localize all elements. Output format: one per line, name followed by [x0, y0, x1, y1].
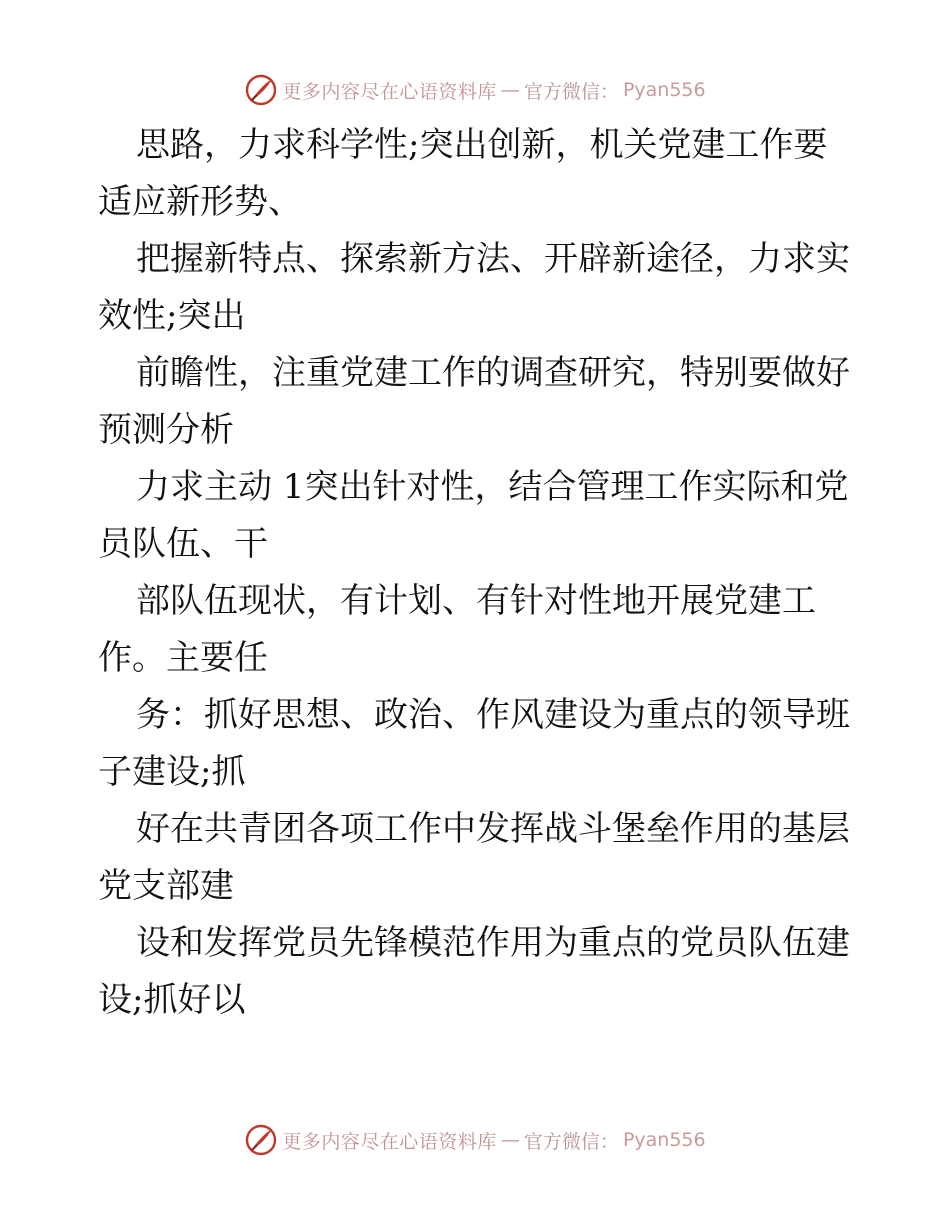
watermark-official-label: 官方微信： — [523, 1130, 619, 1153]
watermark-title: 更多内容尽在心语资料库 — [282, 80, 497, 103]
watermark-content — [244, 73, 705, 107]
watermark-dash: — — [500, 1129, 520, 1151]
watermark-content — [244, 1123, 705, 1157]
watermark-account: Pyan556 — [622, 1129, 706, 1151]
watermark-official-label: 官方微信： — [523, 80, 619, 103]
paragraph-8: 设和发挥党员先锋模范作用为重点的党员队伍建设;抓好以 — [98, 923, 850, 1020]
paragraph-3: 前瞻性，注重党建工作的调查研究，特别要做好预测分析 — [98, 353, 850, 450]
document-body — [98, 117, 858, 1029]
watermark-dash: — — [500, 79, 520, 101]
paragraph-1: 思路，力求科学性;突出创新，机关党建工作要适应新形势、 — [98, 125, 828, 222]
quill-logo-icon — [244, 1123, 278, 1157]
watermark-account: Pyan556 — [622, 79, 706, 101]
paragraph-6: 务：抓好思想、政治、作风建设为重点的领导班子建设;抓 — [98, 695, 850, 792]
paragraph-5: 部队伍现状，有计划、有针对性地开展党建工作。主要任 — [98, 581, 816, 678]
paragraph-7: 好在共青团各项工作中发挥战斗堡垒作用的基层党支部建 — [98, 809, 850, 906]
paragraph-2: 把握新特点、探索新方法、开辟新途径，力求实效性;突出 — [98, 239, 850, 336]
watermark-footer — [0, 1120, 950, 1160]
watermark-title: 更多内容尽在心语资料库 — [282, 1130, 497, 1153]
quill-logo-icon — [244, 73, 278, 107]
watermark-header — [0, 70, 950, 110]
paragraph-4: 力求主动 1突出针对性，结合管理工作实际和党员队伍、干 — [98, 467, 849, 564]
